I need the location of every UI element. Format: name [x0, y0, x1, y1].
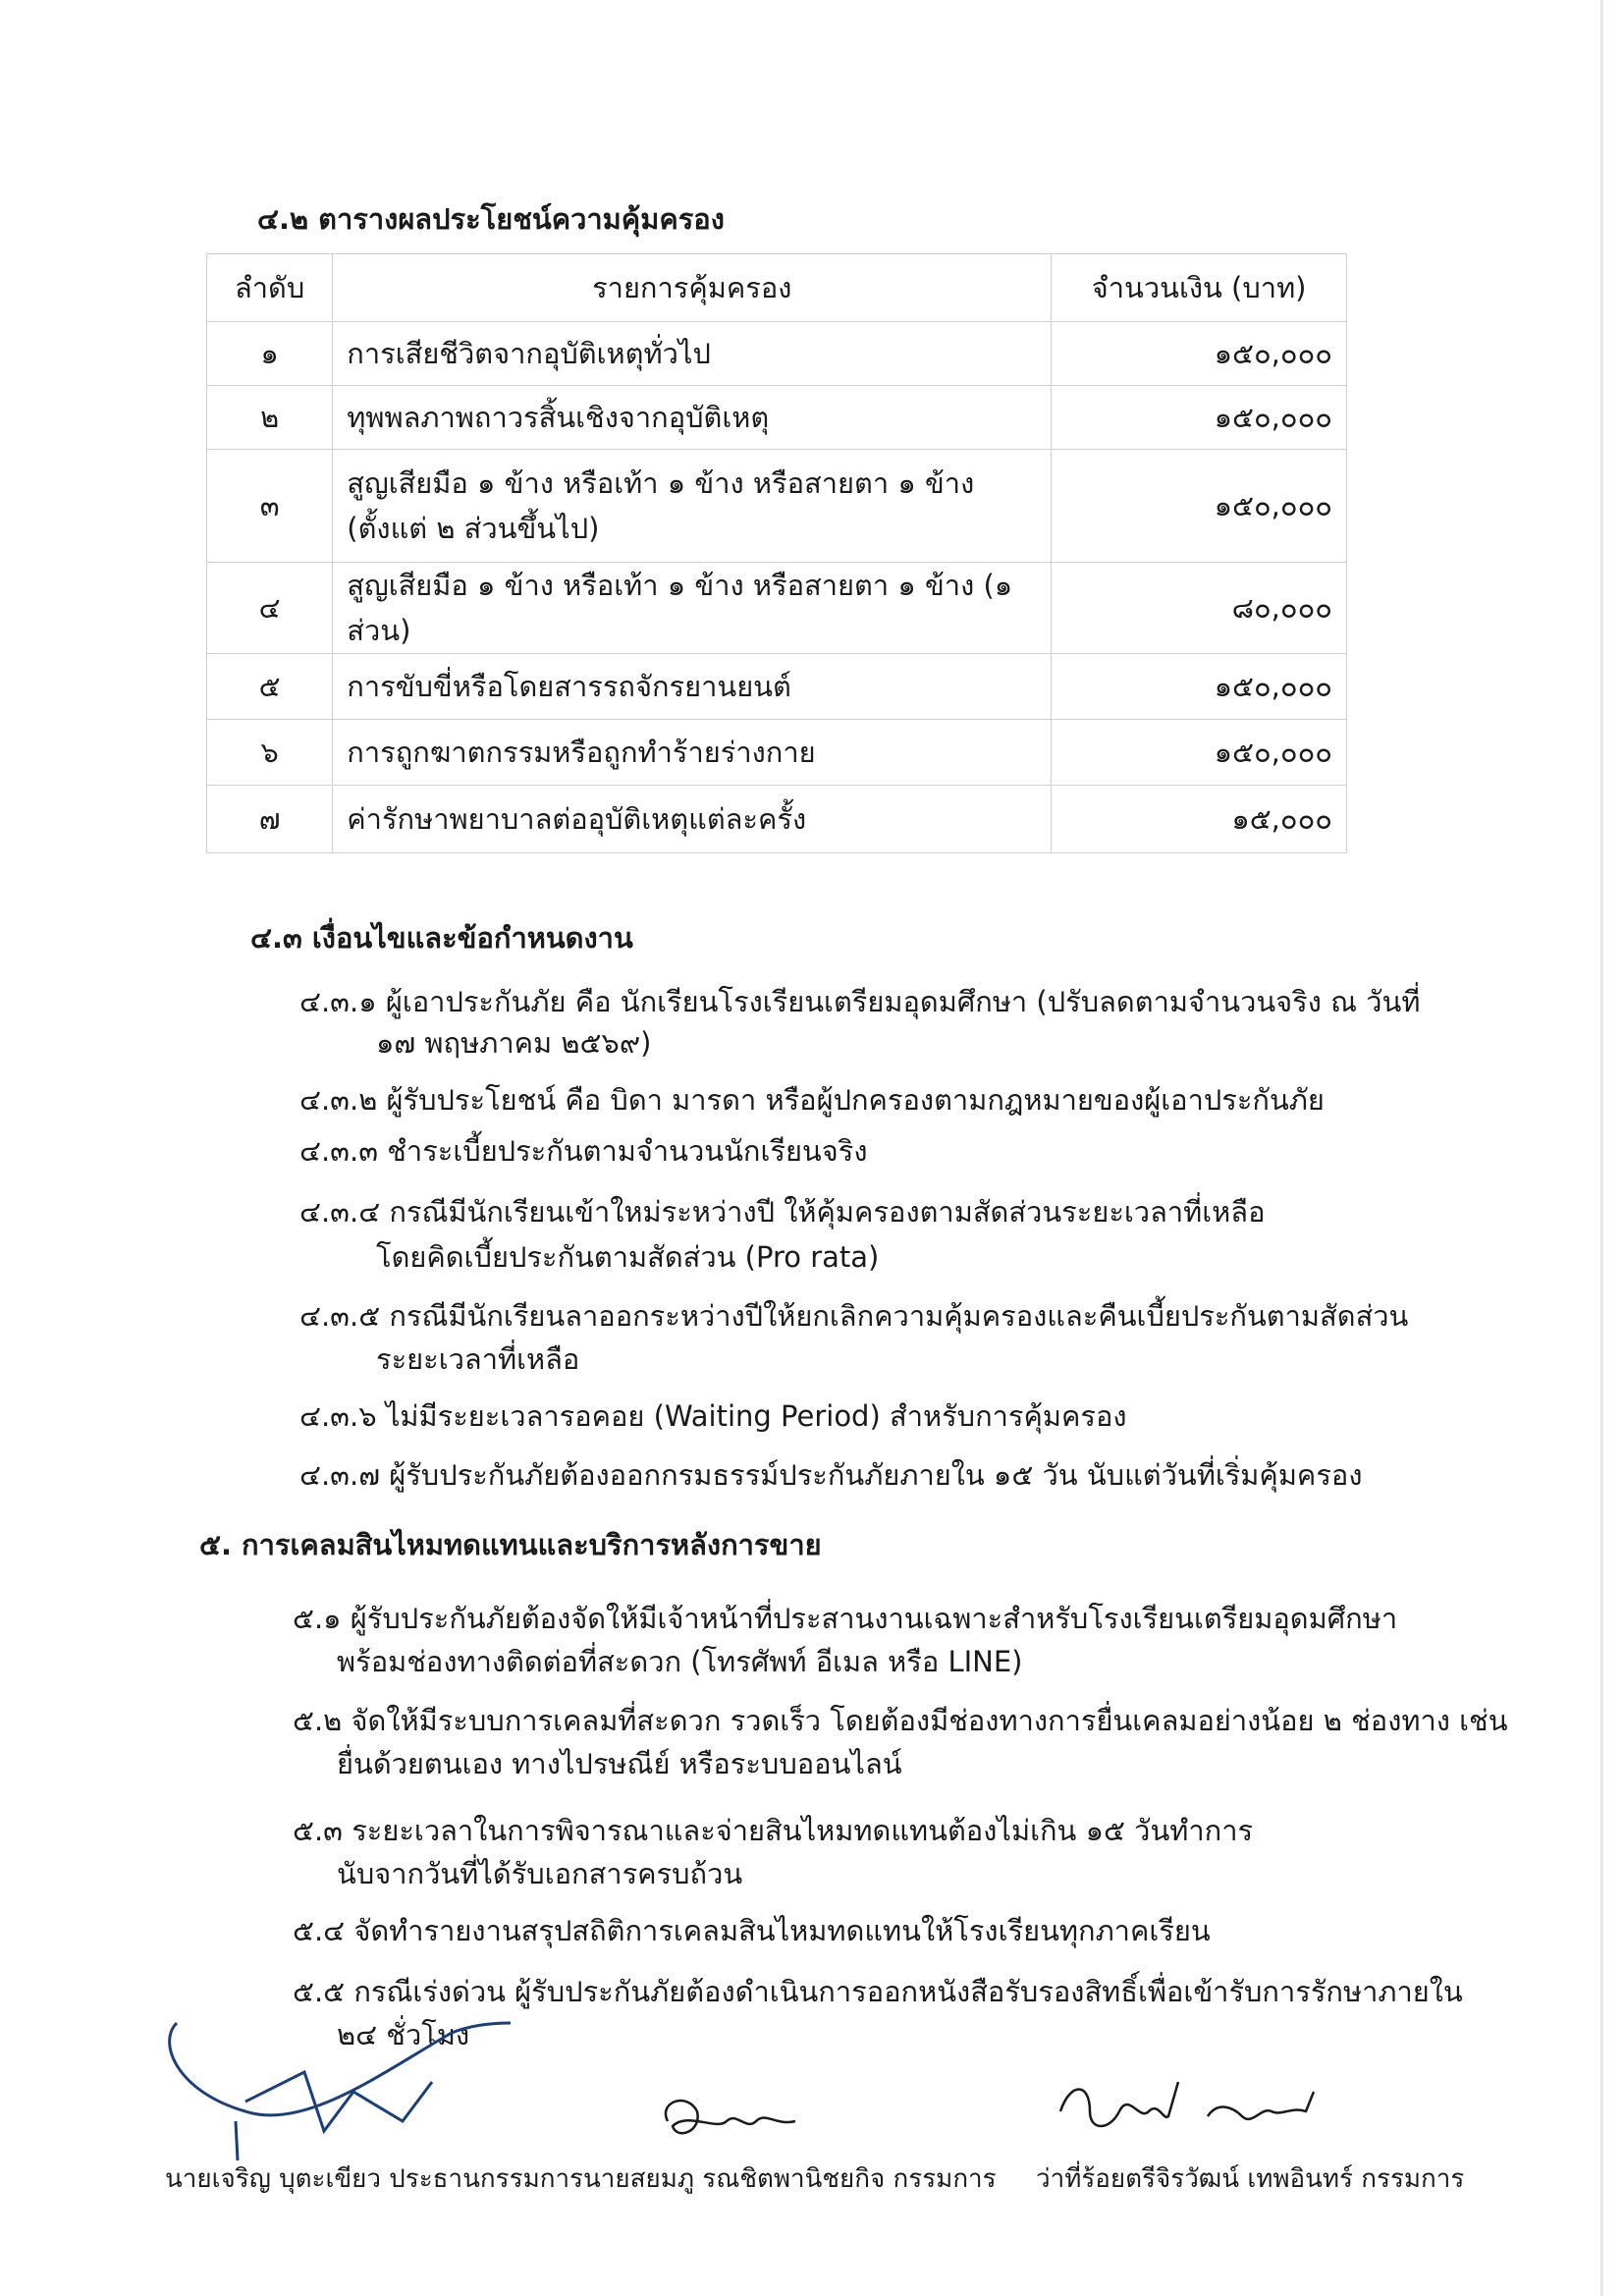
table-row	[207, 563, 1347, 654]
row-amount: ๘๐,๐๐๐	[1052, 563, 1347, 654]
row-no: ๔	[207, 563, 333, 654]
clause-4-3-4-line1: ๔.๓.๔ กรณีมีนักเรียนเข้าใหม่ระหว่างปี ให้คุ้มครองตามสัดส่วนระยะเวลาที่เหลือ	[299, 1195, 1266, 1229]
clause-4-3-2: ๔.๓.๒ ผู้รับประโยชน์ คือ บิดา มารดา หรือผู้ปกครองตามกฎหมายของผู้เอาประกันภัย	[299, 1083, 1325, 1117]
signature-1-image	[157, 2003, 550, 2170]
clause-4-3-1-line1: ๔.๓.๑ ผู้เอาประกันภัย คือ นักเรียนโรงเรียนเตรียมอุดมศึกษา (ปรับลดตามจำนวนจริง ณ วันที่	[299, 985, 1421, 1018]
clause-5-5-line2: ๒๔ ชั่วโมง	[337, 2018, 470, 2051]
signature-2-image	[648, 2082, 805, 2160]
row-item: การขับขี่หรือโดยสารรถจักรยานยนต์	[333, 654, 1052, 720]
section-4-2-title: ๔.๒ ตารางผลประโยชน์ความคุ้มครอง	[257, 202, 725, 236]
row-no: ๓	[207, 450, 333, 563]
benefit-table	[206, 253, 1347, 853]
signature-3-name: ว่าที่ร้อยตรีจิรวัฒน์ เทพอินทร์ กรรมการ	[1036, 2164, 1465, 2194]
table-row	[207, 450, 1347, 563]
clause-4-3-1-line2: ๑๗ พฤษภาคม ๒๕๖๙)	[376, 1026, 652, 1060]
clause-5-2-line1: ๕.๒ จัดให้มีระบบการเคลมที่สะดวก รวดเร็ว โดยต้องมีช่องทางการยื่นเคลมอย่างน้อย ๒ ช่องทาง เช่น	[293, 1704, 1508, 1737]
clause-5-2-line2: ยื่นด้วยตนเอง ทางไปรษณีย์ หรือระบบออนไลน์	[337, 1747, 902, 1780]
row-item-line1: สูญเสียมือ ๑ ข้าง หรือเท้า ๑ ข้าง หรือสายตา ๑ ข้าง	[347, 466, 975, 500]
header-item: รายการคุ้มครอง	[333, 254, 1052, 322]
clause-5-5-line1: ๕.๕ กรณีเร่งด่วน ผู้รับประกันภัยต้องดำเนินการออกหนังสือรับรองสิทธิ์เพื่อเข้ารับการรักษาภายใน	[293, 1975, 1463, 2008]
table-row	[207, 654, 1347, 720]
section-5-title: ๕. การเคลมสินไหมทดแทนและบริการหลังการขาย	[199, 1528, 822, 1561]
row-item-line2: (ตั้งแต่ ๒ ส่วนขึ้นไป)	[347, 512, 600, 545]
row-amount: ๑๕๐,๐๐๐	[1052, 654, 1347, 720]
table-header-row	[207, 254, 1347, 322]
row-item: การเสียชีวิตจากอุบัติเหตุทั่วไป	[333, 322, 1052, 386]
table-row	[207, 322, 1347, 386]
clause-4-3-5-line2: ระยะเวลาที่เหลือ	[376, 1342, 580, 1376]
row-item: สูญเสียมือ ๑ ข้าง หรือเท้า ๑ ข้าง หรือสายตา ๑ ข้าง (๑ ส่วน)	[333, 563, 1052, 654]
row-no: ๕	[207, 654, 333, 720]
signature-1-name: นายเจริญ บุตะเขียว ประธานกรรมการ	[165, 2164, 584, 2194]
clause-4-3-7: ๔.๓.๗ ผู้รับประกันภัยต้องออกกรมธรรม์ประกันภัยภายใน ๑๕ วัน นับแต่วันที่เริ่มคุ้มครอง	[299, 1458, 1363, 1492]
section-4-3-title: ๔.๓ เงื่อนไขและข้อกำหนดงาน	[250, 921, 633, 955]
clause-4-3-5-line1: ๔.๓.๕ กรณีมีนักเรียนลาออกระหว่างปีให้ยกเลิกความคุ้มครองและคืนเบี้ยประกันตามสัดส่วน	[299, 1299, 1409, 1333]
row-amount: ๑๕๐,๐๐๐	[1052, 450, 1347, 563]
row-amount: ๑๕๐,๐๐๐	[1052, 386, 1347, 450]
scan-edge-line	[1600, 0, 1603, 2296]
clause-4-3-4-line2: โดยคิดเบี้ยประกันตามสัดส่วน (Pro rata)	[376, 1240, 880, 1274]
row-no: ๖	[207, 720, 333, 786]
table-row	[207, 786, 1347, 853]
row-item: การถูกฆาตกรรมหรือถูกทำร้ายร่างกาย	[333, 720, 1052, 786]
clause-4-3-3: ๔.๓.๓ ชำระเบี้ยประกันตามจำนวนนักเรียนจริง	[299, 1134, 868, 1168]
row-amount: ๑๕๐,๐๐๐	[1052, 720, 1347, 786]
table-row	[207, 386, 1347, 450]
row-item: ค่ารักษาพยาบาลต่ออุบัติเหตุแต่ละครั้ง	[333, 786, 1052, 853]
table-row	[207, 720, 1347, 786]
clause-4-3-6: ๔.๓.๖ ไม่มีระยะเวลารอคอย (Waiting Period) สำหรับการคุ้มครอง	[299, 1399, 1127, 1433]
row-no: ๒	[207, 386, 333, 450]
header-no: ลำดับ	[207, 254, 333, 322]
signature-2-name: นายสยมภู รณชิตพานิชยกิจ กรรมการ	[583, 2164, 997, 2194]
row-item: ทุพพลภาพถาวรสิ้นเชิงจากอุบัติเหตุ	[333, 386, 1052, 450]
clause-5-3-line1: ๕.๓ ระยะเวลาในการพิจารณาและจ่ายสินไหมทดแทนต้องไม่เกิน ๑๕ วันทำการ	[293, 1814, 1254, 1847]
signature-3-image	[1051, 2062, 1326, 2160]
header-amount: จำนวนเงิน (บาท)	[1052, 254, 1347, 322]
clause-5-1-line1: ๕.๑ ผู้รับประกันภัยต้องจัดให้มีเจ้าหน้าที่ประสานงานเฉพาะสำหรับโรงเรียนเตรียมอุดมศึกษา	[293, 1602, 1398, 1635]
row-no: ๗	[207, 786, 333, 853]
row-amount: ๑๕,๐๐๐	[1052, 786, 1347, 853]
clause-5-4: ๕.๔ จัดทำรายงานสรุปสถิติการเคลมสินไหมทดแทนให้โรงเรียนทุกภาคเรียน	[293, 1914, 1211, 1947]
row-item	[333, 450, 1052, 563]
clause-5-1-line2: พร้อมช่องทางติดต่อที่สะดวก (โทรศัพท์ อีเมล หรือ LINE)	[337, 1645, 1023, 1678]
clause-5-3-line2: นับจากวันที่ได้รับเอกสารครบถ้วน	[337, 1857, 743, 1890]
row-no: ๑	[207, 322, 333, 386]
row-amount: ๑๕๐,๐๐๐	[1052, 322, 1347, 386]
